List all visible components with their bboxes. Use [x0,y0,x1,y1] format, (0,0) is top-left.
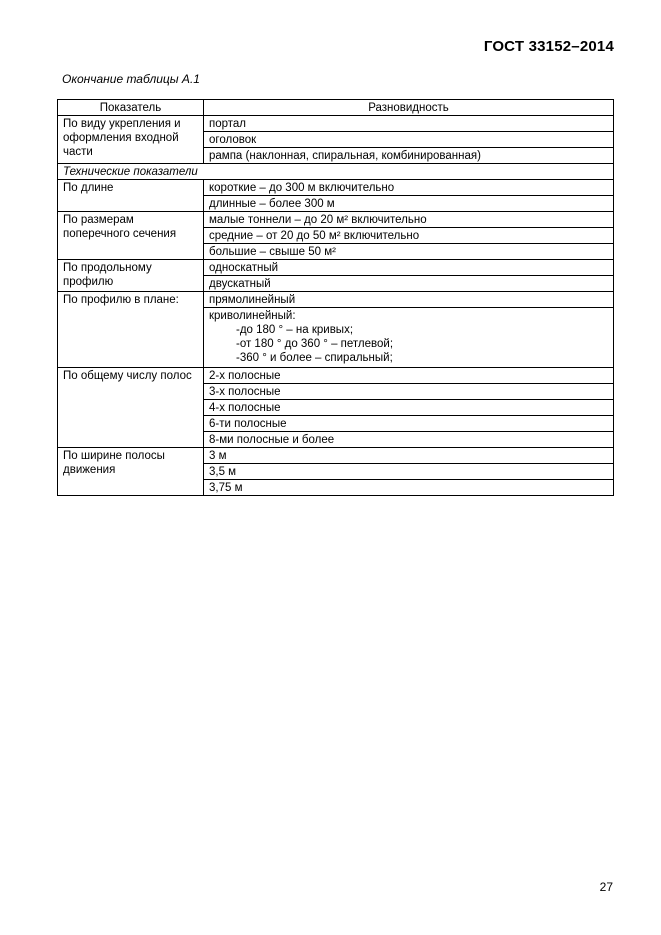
variety-cell: 3-х полосные [204,384,614,400]
curved-item: -от 180 ° до 360 ° – петлевой; [236,338,394,350]
table-header-row [58,100,614,116]
variety-cell: 8-ми полосные и более [204,432,614,448]
indicator-cell: По ширине полосы движения [58,448,204,496]
variety-cell: 3 м [204,448,614,464]
table-caption: Окончание таблицы А.1 [62,72,200,86]
variety-cell: малые тоннели – до 20 м² включительно [204,212,614,228]
variety-cell: большие – свыше 50 м² [204,244,614,260]
variety-cell: оголовок [204,132,614,148]
variety-cell: короткие – до 300 м включительно [204,180,614,196]
indicator-cell: По продольному профилю [58,260,204,292]
classification-table [57,99,614,496]
document-standard-number: ГОСТ 33152–2014 [483,38,614,55]
curved-title: криволинейный: [209,310,296,322]
table-row [58,448,614,464]
variety-cell: 3,75 м [204,480,614,496]
indicator-cell: По длине [58,180,204,212]
variety-cell: 4-х полосные [204,400,614,416]
variety-cell: прямолинейный [204,292,614,308]
column-header-indicator: Показатель [58,100,204,116]
section-title: Технические показатели [58,164,614,180]
table-row [58,368,614,384]
variety-cell: длинные – более 300 м [204,196,614,212]
curved-item: -360 ° и более – спиральный; [236,352,393,364]
indicator-cell: По общему числу полос [58,368,204,448]
variety-cell: портал [204,116,614,132]
curved-item: -до 180 ° – на кривых; [236,324,354,336]
section-row [58,164,614,180]
variety-cell: средние – от 20 до 50 м² включительно [204,228,614,244]
table-row [58,212,614,228]
table-row [58,180,614,196]
variety-cell: двускатный [204,276,614,292]
table-row [58,292,614,308]
variety-cell: 6-ти полосные [204,416,614,432]
page-number: 27 [599,880,613,894]
variety-cell: 2-х полосные [204,368,614,384]
variety-cell-curved [204,308,614,368]
variety-cell: 3,5 м [204,464,614,480]
indicator-cell: По виду укрепления и оформления входной части [58,116,204,164]
table-row [58,260,614,276]
indicator-cell: По размерам поперечного сечения [58,212,204,260]
table-row [58,116,614,132]
variety-cell: рампа (наклонная, спиральная, комбинированная) [204,148,614,164]
column-header-variety: Разновидность [204,100,614,116]
indicator-cell: По профилю в плане: [58,292,204,368]
variety-cell: односкатный [204,260,614,276]
